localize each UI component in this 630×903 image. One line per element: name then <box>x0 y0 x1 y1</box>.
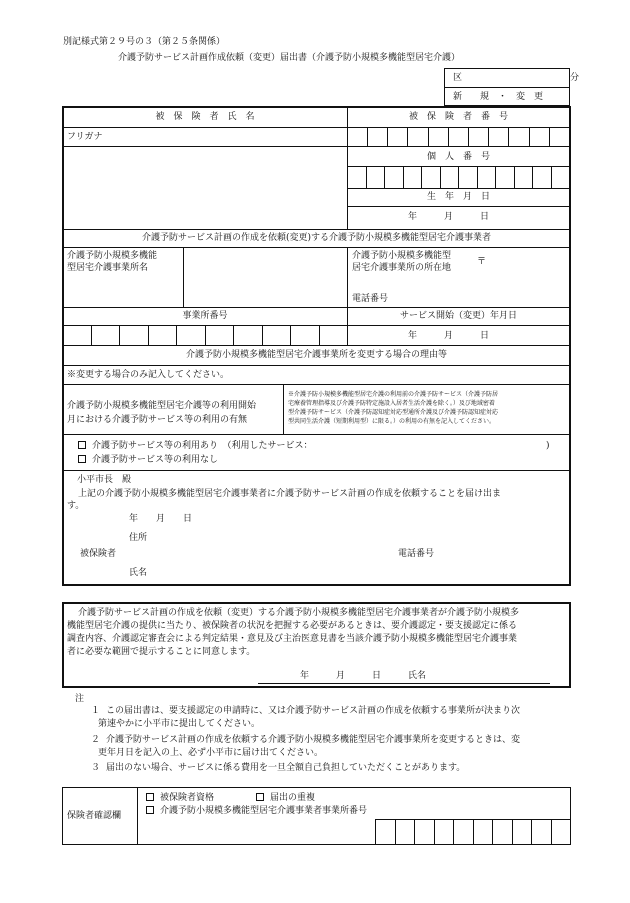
small-note-1: ※介護予防小規模多機能型居宅介護の利用前の介護予防サービス（介護予防居 <box>288 391 499 398</box>
checkbox-icon[interactable] <box>146 806 154 814</box>
consent-line-1: 介護予防サービス計画の作成を依頼（変更）する介護予防小規模多機能型居宅介護事業者が介護予防小規模多 <box>78 608 520 618</box>
insurer-item-duplicate[interactable]: 届出の重複 <box>256 792 315 804</box>
consent-line-2: 機能型居宅介護の提供に当たり、被保険者の状況を把握する必要があるときは、要介護認定・要支援認定に係る <box>67 621 518 631</box>
individual-number-cells[interactable] <box>347 166 570 188</box>
usage-label-1: 介護予防小規模多機能型居宅介護等の利用開始 <box>67 401 257 411</box>
usage-label-2: 月における介護予防サービス等の利用の有無 <box>67 415 248 425</box>
declaration-text-2: す。 <box>67 501 85 511</box>
insured-person-label: 被保険者 <box>80 549 117 559</box>
checkbox-icon[interactable] <box>78 455 86 463</box>
declaration-phone-label: 電話番号 <box>398 549 435 559</box>
insured-name-header: 被 保 険 者 氏 名 <box>155 112 255 122</box>
category-options[interactable]: 新 規 ・ 変 更 <box>453 92 544 102</box>
start-date-label: サービス開始（変更）年月日 <box>399 311 517 321</box>
change-note: ※変更する場合のみ記入してください。 <box>67 370 230 380</box>
birth-date-label: 生 年 月 日 <box>426 192 490 202</box>
category-label: 区 分 <box>453 73 580 83</box>
consent-date-name[interactable]: 年 月 日 氏名 <box>300 671 427 681</box>
change-title: 介護予防小規模多機能型居宅介護事業所を変更する場合の理由等 <box>185 350 447 360</box>
furigana-label: フリガナ <box>67 132 103 142</box>
office-name-label-2: 型居宅介護事業所名 <box>67 263 149 273</box>
consent-line-3: 調査内容、介護認定審査会による判定結果・意見及び主治医意見書を当該介護予防小規模多機能型居宅介護事業 <box>67 634 518 644</box>
note-2-line-a: 介護予防サービス計画の作成を依頼する介護予防小規模多機能型居宅介護事業所を変更するときは、変 <box>106 735 521 745</box>
note-2-number: ２ <box>91 735 101 745</box>
start-date-field[interactable]: 年 月 日 <box>408 331 490 341</box>
insurer-label: 保険者確認欄 <box>67 811 122 821</box>
office-section-title: 介護予防サービス計画の作成を依頼(変更)する介護予防小規模多機能型居宅介護事業者 <box>141 233 492 243</box>
note-3-line-a: 届出のない場合、サービスに係る費用を一旦全額自己負担していただくことがあります。 <box>106 763 466 773</box>
note-3-number: ３ <box>91 763 101 773</box>
office-name-field[interactable] <box>185 249 345 305</box>
note-1-line-b: 第速やかに小平市に提出してください。 <box>98 719 261 729</box>
insurer-item-qualification[interactable]: 被保険者資格 <box>146 792 214 804</box>
office-address-label-2: 居宅介護事業所の所在地 <box>352 263 452 273</box>
office-number-label: 事業所番号 <box>182 311 228 321</box>
checkbox-icon[interactable] <box>256 793 264 801</box>
note-2-line-b: 更年月日を記入の上、必ず小平市に届け出てください。 <box>98 748 324 758</box>
insured-name-field[interactable] <box>67 147 345 228</box>
checkbox-icon[interactable] <box>78 441 86 449</box>
notes-heading: 注 <box>75 694 85 704</box>
checkbox-icon[interactable] <box>146 793 154 801</box>
office-number-cells[interactable] <box>63 325 347 345</box>
consent-line-4: 者に必要な範囲で提示することに同意します。 <box>67 647 256 657</box>
addressee: 小平市長 殿 <box>77 475 132 485</box>
insurer-office-number-cells[interactable] <box>375 819 570 844</box>
note-1-number: １ <box>91 706 101 716</box>
postal-mark: 〒 <box>477 257 487 267</box>
declaration-date[interactable]: 年 月 日 <box>129 514 193 524</box>
small-note-3: 型介護予防サービス（介護予防認知症対応型通所介護及び介護予防認知症対応 <box>288 409 499 416</box>
form-number: 別記様式第２９号の３（第２５条関係） <box>63 37 226 47</box>
office-phone-label: 電話番号 <box>352 294 389 304</box>
declaration-text-1: 上記の介護予防小規模多機能型居宅介護事業者に介護予防サービス計画の作成を依頼することを届け出ま <box>78 489 502 499</box>
option-usage-no[interactable]: 介護予防サービス等の利用なし <box>78 454 218 466</box>
birth-date-field[interactable]: 年 月 日 <box>408 212 490 222</box>
small-note-4: 型共同生活介護（短期利用型）に限る。）の利用の有無を記入してください。 <box>288 418 496 425</box>
insured-number-header: 被 保 険 者 番 号 <box>408 112 508 122</box>
option-usage-yes-close: ) <box>546 441 550 451</box>
note-1-line-a: この届出書は、要支援認定の申請時に、又は介護予防サービス計画の作成を依頼する事業所が決まり次 <box>106 706 521 716</box>
insured-number-cells[interactable] <box>367 127 570 146</box>
individual-number-label: 個 人 番 号 <box>426 152 490 162</box>
address-label: 住所 <box>129 533 148 543</box>
small-note-2: 宅療養管理指導及び介護予防特定施設入居者生活介護を除く。）及び地域密着 <box>288 400 495 407</box>
form-title: 介護予防サービス計画作成依頼（変更）届出書（介護予防小規模多機能型居宅介護） <box>118 53 461 63</box>
office-name-label-1: 介護予防小規模多機能 <box>67 251 158 261</box>
name-label: 氏名 <box>129 568 148 578</box>
office-address-label-1: 介護予防小規模多機能型 <box>352 251 452 261</box>
insurer-item-office-number[interactable]: 介護予防小規模多機能型居宅介護事業者事業所番号 <box>146 805 367 817</box>
option-usage-yes[interactable]: 介護予防サービス等の利用あり （利用したサービス： <box>78 440 313 452</box>
